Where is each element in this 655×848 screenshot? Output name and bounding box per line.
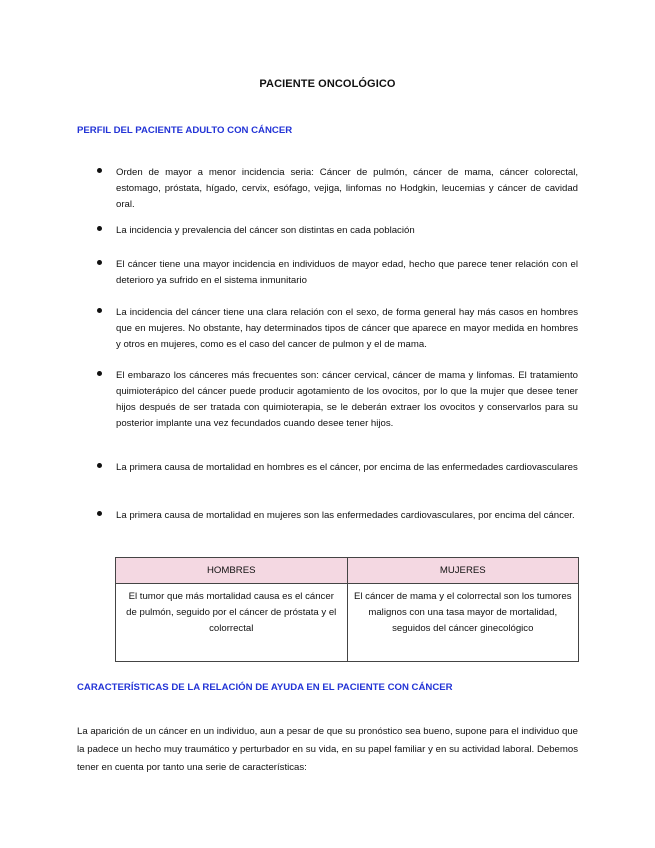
- bullet-text: La incidencia y prevalencia del cáncer son distintas en cada población: [116, 225, 415, 236]
- intro-paragraph: La aparición de un cáncer en un individuo, aun a pesar de que su pronóstico sea bueno, supone para el individuo que la padece un hecho muy traumático y perturbador en su vida, en su papel familiar y en su actividad laboral. Debemos tener en cuenta por tanto una serie de características:: [77, 726, 578, 773]
- bullet-text: El embarazo los cánceres más frecuentes son: cáncer cervical, cáncer de mama y linfomas. El tratamiento quimioterápico del cáncer puede producir agotamiento de los ovocitos, por lo que la mujer que desee tener hijos después de ser tratada con quimioterapia, se le deberán extraer los ovocitos y conservarlos para su posterior implante una vez fecundados cuando desee tener hijos.: [116, 370, 578, 429]
- bullet-icon: [97, 371, 102, 376]
- section-heading-perfil: PERFIL DEL PACIENTE ADULTO CON CÁNCER: [77, 125, 293, 136]
- bullet-icon: [97, 226, 102, 231]
- bullet-icon: [97, 260, 102, 265]
- table-row: [116, 584, 579, 662]
- bullet-text: El cáncer tiene una mayor incidencia en individuos de mayor edad, hecho que parece tener relación con el deterioro ya sufrido en el sistema inmunitario: [116, 259, 578, 286]
- table-cell-mujeres: El cáncer de mama y el colorrectal son los tumores malignos con una tasa mayor de mortalidad, seguidos del cáncer ginecológico: [347, 584, 579, 662]
- bullet-icon: [97, 463, 102, 468]
- page-title: PACIENTE ONCOLÓGICO: [259, 78, 396, 90]
- bullet-icon: [97, 168, 102, 173]
- table-cell-hombres: El tumor que más mortalidad causa es el cáncer de pulmón, seguido por el cáncer de próstata y el colorrectal: [116, 584, 348, 662]
- column-header-hombres: HOMBRES: [116, 558, 348, 584]
- comparison-table: [115, 557, 579, 662]
- column-header-mujeres: MUJERES: [347, 558, 579, 584]
- table-header-row: [116, 558, 579, 584]
- bullet-icon: [97, 511, 102, 516]
- bullet-icon: [97, 308, 102, 313]
- section-heading-caracteristicas: CARACTERÍSTICAS DE LA RELACIÓN DE AYUDA EN EL PACIENTE CON CÁNCER: [77, 682, 453, 693]
- bullet-text: Orden de mayor a menor incidencia seria: Cáncer de pulmón, cáncer de mama, cáncer colorectal, estomago, próstata, hígado, cervix, esófago, vejiga, linfomas no Hodgkin, leucemias y cáncer de cavidad oral.: [116, 167, 578, 210]
- bullet-text: La primera causa de mortalidad en hombres es el cáncer, por encima de las enfermedades cardiovasculares: [116, 462, 578, 473]
- bullet-text: La incidencia del cáncer tiene una clara relación con el sexo, de forma general hay más casos en hombres que en mujeres. No obstante, hay determinados tipos de cáncer que aparece en mayor medida en hombres y otros en mujeres, como es el caso del cancer de pulmon y el de mama.: [116, 307, 578, 350]
- bullet-text: La primera causa de mortalidad en mujeres son las enfermedades cardiovasculares, por encima del cáncer.: [116, 510, 575, 521]
